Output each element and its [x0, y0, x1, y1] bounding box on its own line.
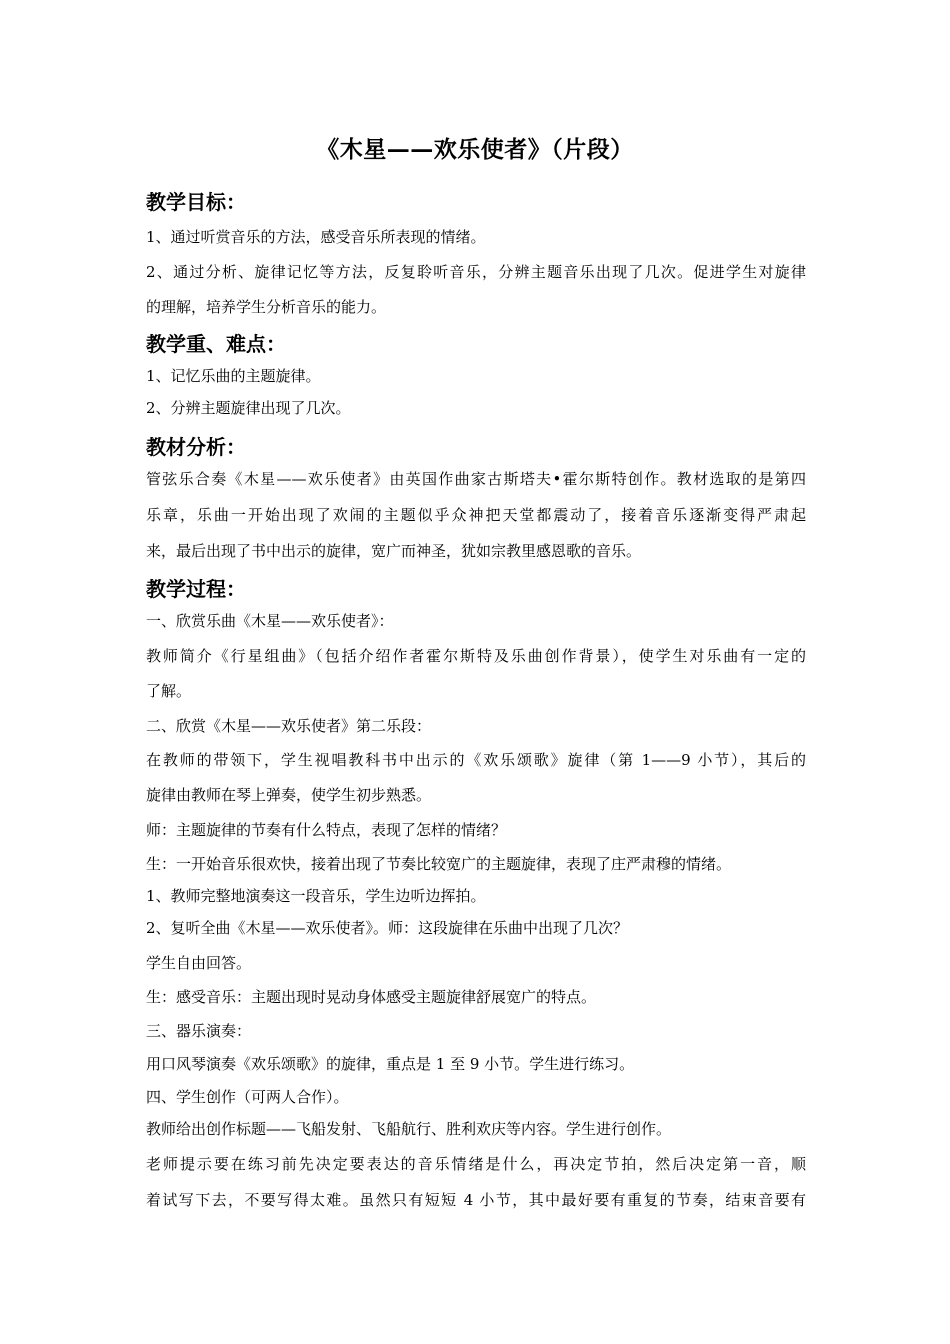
- process-line-11: 学生自由回答。: [146, 954, 252, 972]
- process-line-13: 三、器乐演奏：: [146, 1022, 252, 1040]
- process-line-17: 老师提示要在练习前先决定要表达的音乐情绪是什么，再决定节拍，然后决定第一音，顺: [146, 1155, 806, 1173]
- process-line-5: 在教师的带领下，学生视唱教科书中出示的《欢乐颂歌》旋律（第 1——9 小节），其后的: [146, 751, 806, 769]
- key-point-line-2: 2、分辨主题旋律出现了几次。: [146, 399, 351, 417]
- process-line-18: 着试写下去，不要写得太难。虽然只有短短 4 小节，其中最好要有重复的节奏，结束音要有: [146, 1191, 806, 1209]
- objective-line-3: 的理解，培养学生分析音乐的能力。: [146, 298, 387, 316]
- process-line-2: 教师简介《行星组曲》（包括介绍作者霍尔斯特及乐曲创作背景），使学生对乐曲有一定的: [146, 647, 806, 665]
- process-line-8: 生：一开始音乐很欢快，接着出现了节奏比较宽广的主题旋律，表现了庄严肃穆的情绪。: [146, 855, 732, 873]
- section-heading-material: 教材分析：: [146, 435, 246, 459]
- material-line-3: 来，最后出现了书中出示的旋律，宽广而神圣，犹如宗教里感恩歌的音乐。: [146, 542, 642, 560]
- process-line-9: 1、教师完整地演奏这一段音乐，学生边听边挥拍。: [146, 887, 486, 905]
- process-line-7: 师：主题旋律的节奏有什么特点，表现了怎样的情绪？: [146, 821, 507, 839]
- section-heading-objectives: 教学目标：: [146, 190, 246, 214]
- objective-line-2: 2、通过分析、旋律记忆等方法，反复聆听音乐，分辨主题音乐出现了几次。促进学生对旋律: [146, 263, 806, 281]
- process-line-12: 生：感受音乐：主题出现时晃动身体感受主题旋律舒展宽广的特点。: [146, 988, 597, 1006]
- process-line-14: 用口风琴演奏《欢乐颂歌》的旋律，重点是 1 至 9 小节。学生进行练习。: [146, 1055, 635, 1073]
- material-line-1: 管弦乐合奏《木星——欢乐使者》由英国作曲家古斯塔夫•霍尔斯特创作。教材选取的是第四: [146, 470, 806, 488]
- key-point-line-1: 1、记忆乐曲的主题旋律。: [146, 367, 321, 385]
- section-heading-process: 教学过程：: [146, 577, 246, 601]
- process-line-1: 一、欣赏乐曲《木星——欢乐使者》：: [146, 612, 394, 630]
- process-line-4: 二、欣赏《木星——欢乐使者》第二乐段：: [146, 717, 432, 735]
- document-title: 《木星——欢乐使者》（片段）: [316, 136, 634, 163]
- process-line-3: 了解。: [146, 682, 192, 700]
- process-line-15: 四、学生创作（可两人合作）。: [146, 1088, 349, 1106]
- section-heading-key-points: 教学重、难点：: [146, 332, 286, 356]
- objective-line-1: 1、通过听赏音乐的方法，感受音乐所表现的情绪。: [146, 228, 486, 246]
- material-line-2: 乐章，乐曲一开始出现了欢闹的主题似乎众神把天堂都震动了，接着音乐逐渐变得严肃起: [146, 506, 806, 524]
- process-line-6: 旋律由教师在琴上弹奏，使学生初步熟悉。: [146, 786, 432, 804]
- process-line-10: 2、复听全曲《木星——欢乐使者》。师：这段旋律在乐曲中出现了几次？: [146, 919, 629, 937]
- process-line-16: 教师给出创作标题——飞船发射、飞船航行、胜利欢庆等内容。学生进行创作。: [146, 1120, 672, 1138]
